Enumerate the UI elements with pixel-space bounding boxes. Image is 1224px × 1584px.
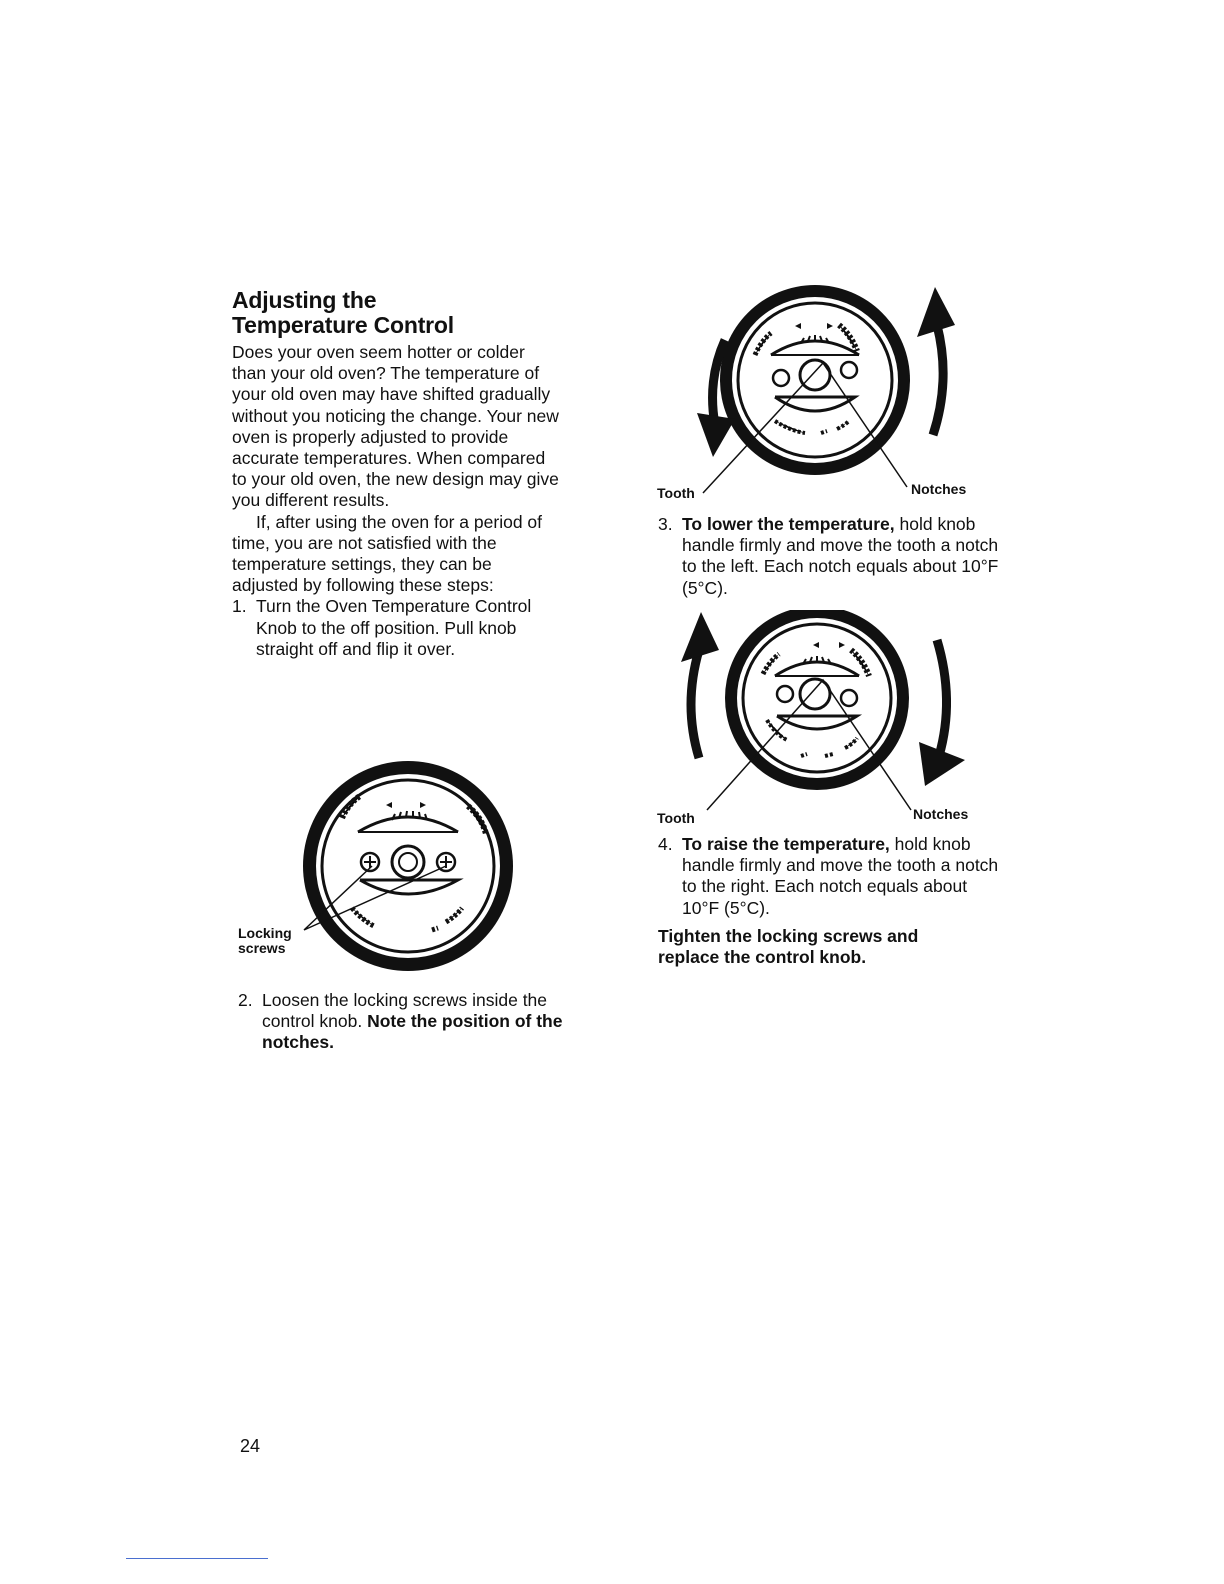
step-4-bold-text: To raise the temperature, — [682, 834, 895, 854]
step-3 — [658, 514, 1004, 599]
left-rotation-arrow-shaft — [691, 650, 699, 758]
knob-icon — [303, 761, 513, 971]
arrow-up-icon — [681, 612, 719, 662]
step-1-number: 1. — [232, 596, 247, 617]
title-line-2: Temperature Control — [232, 312, 454, 338]
step-2-text: Loosen the locking screws inside the control knob. — [262, 990, 548, 1032]
locking-screws-label — [238, 926, 292, 956]
left-column — [232, 288, 562, 660]
step-2-number: 2. — [238, 990, 253, 1010]
tooth-label-1: Tooth — [657, 485, 695, 501]
figure-locking-screws — [232, 758, 522, 978]
figure-lower-temperature — [655, 285, 985, 505]
page-number: 24 — [240, 1436, 261, 1456]
step-2 — [238, 990, 582, 1054]
notches-label-2: Notches — [913, 806, 969, 822]
final-instruction: Tighten the locking screws and replace the control knob. — [658, 926, 919, 968]
step-1 — [232, 596, 562, 660]
step-4-text: hold knob handle firmly and move the tooth a notch to the right. Each notch equals about 10°F (5°C). — [682, 834, 999, 918]
step-3-text: hold knob handle firmly and move the tooth a notch to the left. Each notch equals about 10°F (5°C). — [682, 514, 999, 598]
figure-raise-temperature — [655, 610, 985, 830]
locking-label-line-2: screws — [238, 940, 286, 956]
arrow-down-icon — [697, 413, 735, 457]
locking-label-line-1: Locking — [238, 925, 292, 941]
lower-temp-illustration — [655, 285, 985, 505]
notches-label-1: Notches — [911, 481, 967, 497]
knob-icon — [720, 285, 910, 475]
step-4-number: 4. — [658, 834, 673, 854]
arrow-up-icon — [917, 287, 955, 337]
step-2-bold-text: Note the position of the notches. — [262, 1011, 563, 1053]
tooth-label-2: Tooth — [657, 810, 695, 826]
page-title — [232, 288, 562, 338]
right-rotation-arrow-shaft — [933, 325, 943, 435]
intro-paragraph: Does your oven seem hotter or colder than your old oven? The temperature of your old oven may have shifted gradually without you noticing the change. Your new oven is properly adjusted to provide accurate temperatures. When compared to your old oven, the new design may give you different results. — [232, 342, 559, 511]
raise-temp-illustration — [655, 610, 985, 830]
step-3-number: 3. — [658, 514, 673, 534]
step-1-text: Turn the Oven Temperature Control Knob to the off position. Pull knob straight off and flip it over. — [256, 596, 532, 659]
bottom-divider — [126, 1558, 268, 1559]
step-3-bold-text: To lower the temperature, — [682, 514, 900, 534]
right-rotation-arrow-shaft — [937, 640, 947, 756]
title-line-1: Adjusting the — [232, 287, 377, 313]
step-4 — [658, 834, 1004, 919]
intro-paragraph-2: If, after using the oven for a period of time, you are not satisfied with the temperature settings, they can be adjusted by following these steps: — [232, 511, 543, 596]
knob-icon — [725, 610, 909, 790]
